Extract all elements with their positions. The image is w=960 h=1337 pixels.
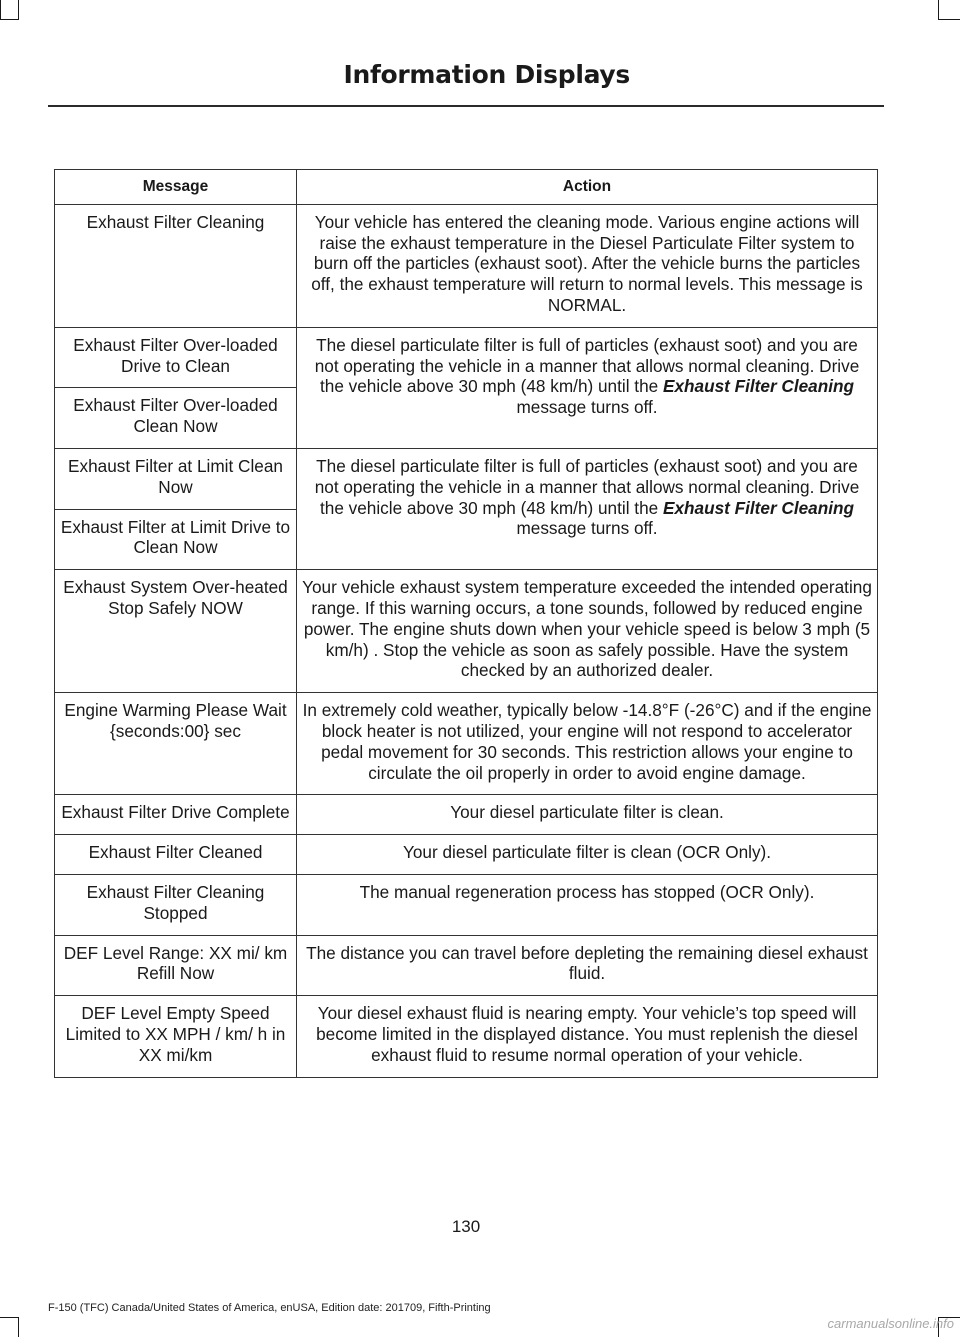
crop-mark <box>18 1317 19 1337</box>
table-row <box>55 935 878 996</box>
action-cell <box>297 327 878 448</box>
table-row <box>55 795 878 835</box>
message-cell: Exhaust Filter Over-loaded Clean Now <box>55 388 297 449</box>
action-cell: Your vehicle exhaust system temperature exceeded the intended operating range. If this warning occurs, a tone sounds, followed by reduced engine power. The engine shuts down when your vehicle speed is below 3 mph (5 km/h) . Stop the vehicle as soon as safely possible. Have the system checked by an authorized dealer. <box>297 570 878 693</box>
table-row <box>55 204 878 327</box>
action-cell <box>297 448 878 569</box>
watermark[interactable]: carmanualsonline.info <box>827 1316 954 1331</box>
action-text: The diesel particulate filter is full of particles (exhaust soot) and you are not operating the vehicle in a manner that allows normal cleaning. Drive the vehicle above 30 mph (48 km/h) until the <box>314 334 860 397</box>
table-header-row <box>55 170 878 205</box>
crop-mark <box>0 0 1 20</box>
crop-mark <box>0 19 18 20</box>
table-row <box>55 874 878 935</box>
table-row <box>55 448 878 509</box>
message-cell: Exhaust Filter Cleaning Stopped <box>55 874 297 935</box>
table-row <box>55 996 878 1077</box>
message-cell: Engine Warming Please Wait {seconds:00} sec <box>55 693 297 795</box>
action-cell: Your vehicle has entered the cleaning mode. Various engine actions will raise the exhaust temperature in the Diesel Particulate Filter system to burn off the particles (exhaust soot). After the vehicle burns the particles off, the exhaust temperature will return to normal levels. This message is NORMAL. <box>297 204 878 327</box>
message-table <box>54 169 878 1078</box>
header-rule <box>48 105 884 107</box>
crop-mark <box>0 1317 18 1318</box>
column-header-action: Action <box>297 170 878 205</box>
message-cell: Exhaust System Over-heated Stop Safely NOW <box>55 570 297 693</box>
message-reference: Exhaust Filter Cleaning <box>662 376 854 397</box>
message-cell: Exhaust Filter at Limit Drive to Clean Now <box>55 509 297 570</box>
message-cell: Exhaust Filter at Limit Clean Now <box>55 448 297 509</box>
table-row <box>55 327 878 388</box>
crop-mark <box>938 0 939 20</box>
action-text: message turns off. <box>516 397 658 418</box>
action-cell: The manual regeneration process has stopped (OCR Only). <box>297 874 878 935</box>
message-cell: DEF Level Empty Speed Limited to XX MPH / km/ h in XX mi/km <box>55 996 297 1077</box>
action-text: message turns off. <box>516 518 658 539</box>
column-header-message: Message <box>55 170 297 205</box>
action-cell: Your diesel particulate filter is clean. <box>297 795 878 835</box>
message-cell: Exhaust Filter Drive Complete <box>55 795 297 835</box>
action-cell: In extremely cold weather, typically below -14.8°F (-26°C) and if the engine block heater is not utilized, your engine will not respond to accelerator pedal movement for 30 seconds. This restriction allows your engine to circulate the oil properly in order to avoid engine damage. <box>297 693 878 795</box>
message-reference: Exhaust Filter Cleaning <box>662 497 854 518</box>
edition-footer: F-150 (TFC) Canada/United States of America, enUSA, Edition date: 201709, Fifth-Printing <box>48 1302 491 1314</box>
message-cell: Exhaust Filter Cleaning <box>55 204 297 327</box>
page-number: 130 <box>451 1217 481 1236</box>
table-row <box>55 693 878 795</box>
table-row <box>55 570 878 693</box>
message-cell: Exhaust Filter Cleaned <box>55 835 297 875</box>
crop-mark <box>18 0 19 20</box>
message-cell: Exhaust Filter Over-loaded Drive to Clean <box>55 327 297 388</box>
action-cell: Your diesel particulate filter is clean (OCR Only). <box>297 835 878 875</box>
crop-mark <box>938 19 960 20</box>
action-text: The diesel particulate filter is full of particles (exhaust soot) and you are not operating the vehicle in a manner that allows normal cleaning. Drive the vehicle above 30 mph (48 km/h) until the <box>314 455 860 518</box>
action-cell: The distance you can travel before depleting the remaining diesel exhaust fluid. <box>297 935 878 996</box>
action-cell: Your diesel exhaust fluid is nearing empty. Your vehicle’s top speed will become limited in the displayed distance. You must replenish the diesel exhaust fluid to resume normal operation of your vehicle. <box>297 996 878 1077</box>
table-row <box>55 835 878 875</box>
section-title: Information Displays <box>343 60 630 89</box>
message-cell: DEF Level Range: XX mi/ km Refill Now <box>55 935 297 996</box>
